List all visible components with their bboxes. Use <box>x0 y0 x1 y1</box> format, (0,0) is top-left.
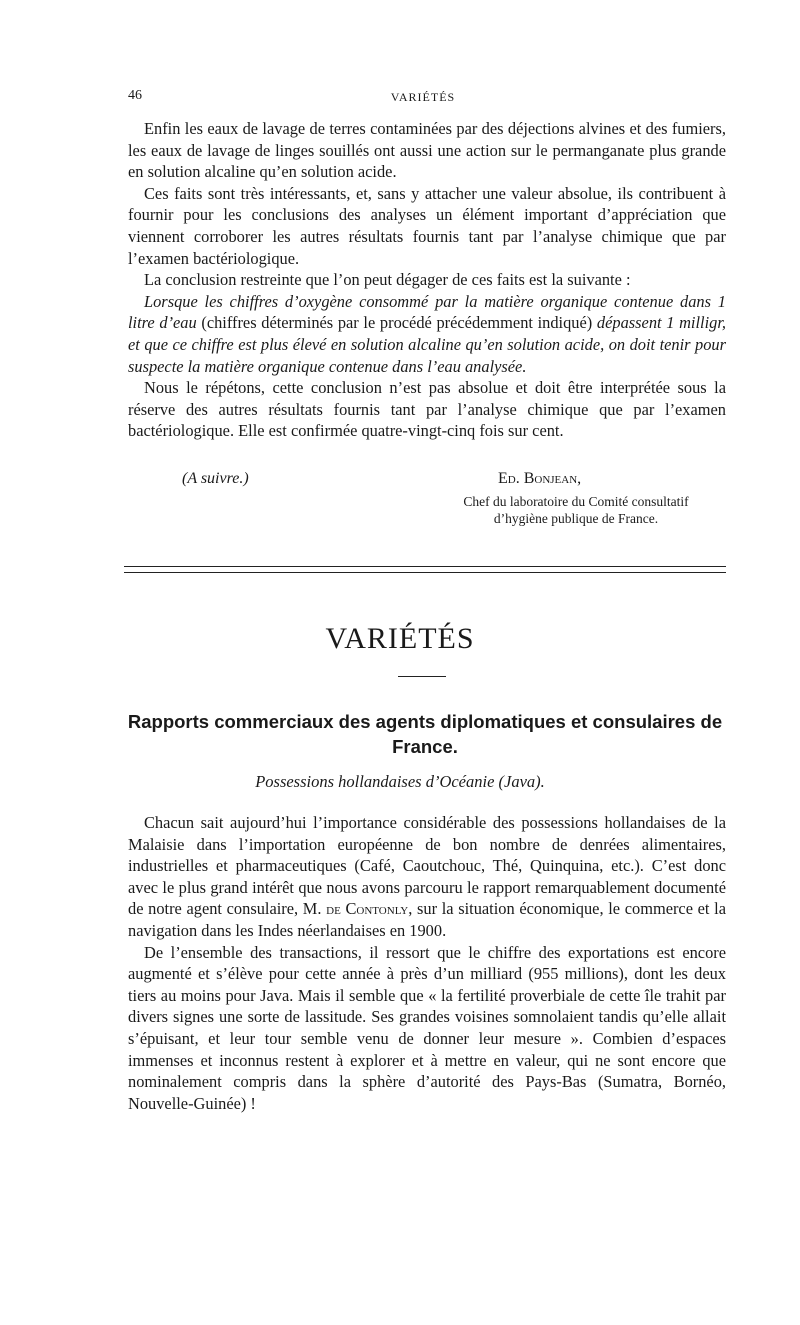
author-role <box>426 493 726 527</box>
paragraph: Enfin les eaux de lavage de terres contaminées par des déjections alvines et des fumiers, les eaux de lavage de linges souillés ont aussi une action sur le permanganate plus grande en solution alcaline qu’en solution acide. <box>128 119 726 182</box>
continuation-text <box>128 118 726 442</box>
author-name: Ed. Bonjean, <box>498 470 582 487</box>
paragraph: Ces faits sont très intéressants, et, sans y attacher une valeur absolue, ils contribuent à fournir pour les conclusions des analyses un élément important d’appréciation que viennent corroborer les autres résultats fournis tant par l’analyse chimique que par l’examen bactériologique. <box>128 183 726 268</box>
title-underline <box>398 676 446 677</box>
conclusion-roman: (chiffres déterminés par le procédé précédemment indiqué) <box>196 313 597 333</box>
article-body <box>128 812 726 1114</box>
paragraph: Nous le répétons, cette conclusion n’est pas absolue et doit être interprétée sous la réserve des autres résultats fournis tant par l’analyse chimique que par l’examen bactériologique. Elle est confirmée quatre-vingt-cinq fois sur cent. <box>128 378 726 441</box>
author-role-line: Chef du laboratoire du Comité consultatif <box>463 494 689 509</box>
section-title: VARIÉTÉS <box>325 622 475 655</box>
paragraph-part: Chacun sait aujourd’hui l’importance considérable des possessions hollandaises de la Malaisie dans l’importation européenne de bon nombre de denrées alimentaires, industrielles et pharmaceutiques (Café, Caoutchouc, Thé, Quinquina, etc.). C’est donc avec le plus grand intérêt que nous avons parcouru le rapport remarquablement documenté de notre agent consulaire, M. <box>128 813 726 919</box>
signature-block <box>128 470 726 536</box>
page-number: 46 <box>128 88 142 103</box>
running-title: VARIÉTÉS <box>390 90 456 104</box>
to-be-continued: (A suivre.) <box>182 470 249 487</box>
paragraph: La conclusion restreinte que l’on peut dégager de ces faits est la suivante : <box>144 270 631 290</box>
conclusion-paragraph <box>128 291 726 377</box>
paragraph <box>128 812 726 942</box>
consul-name: de Contonly <box>326 899 409 919</box>
section-divider <box>124 566 726 567</box>
article-title: Rapports commerciaux des agents diplomatiques et consulaires de France. <box>127 711 723 757</box>
author-role-line: d’hygiène publique de France. <box>493 511 659 526</box>
section-divider <box>124 572 726 573</box>
paragraph-part: , sur la situation économique, le commerce et la navigation dans les Indes néerlandaises en 1900. <box>128 899 726 940</box>
article-subtitle: Possessions hollandaises d’Océanie (Java). <box>255 772 545 791</box>
running-header <box>128 88 718 108</box>
conclusion-italic-b: dépassent 1 milligr, et que ce chiffre est plus élevé en solution alcaline qu’en solution acide, on doit tenir pour suspecte la matière organique contenue dans l’eau analysée. <box>128 313 727 376</box>
conclusion-italic-a: Lorsque les chiffres d’oxygène consommé par la matière organique contenue dans 1 litre d’eau <box>128 291 726 333</box>
paragraph: De l’ensemble des transactions, il ressort que le chiffre des exportations est encore augmenté et s’élève pour cette année à près d’un milliard (955 millions), dont les deux tiers au moins pour Java. Mais il semble que « la fertilité proverbiale de cette île trahit par divers signes une sorte de lassitude. Ses grandes voisines somnolaient tandis qu’elle allait s’épuisant, et leur tour semble venu de donner leur mesure ». Combien d’espaces immenses et inconnus restent à explorer et à mettre en valeur, qui ne sont encore que nominalement compris dans la sphère d’autorité des Pays-Bas (Sumatra, Bornéo, Nouvelle-Guinée) ! <box>128 942 726 1113</box>
